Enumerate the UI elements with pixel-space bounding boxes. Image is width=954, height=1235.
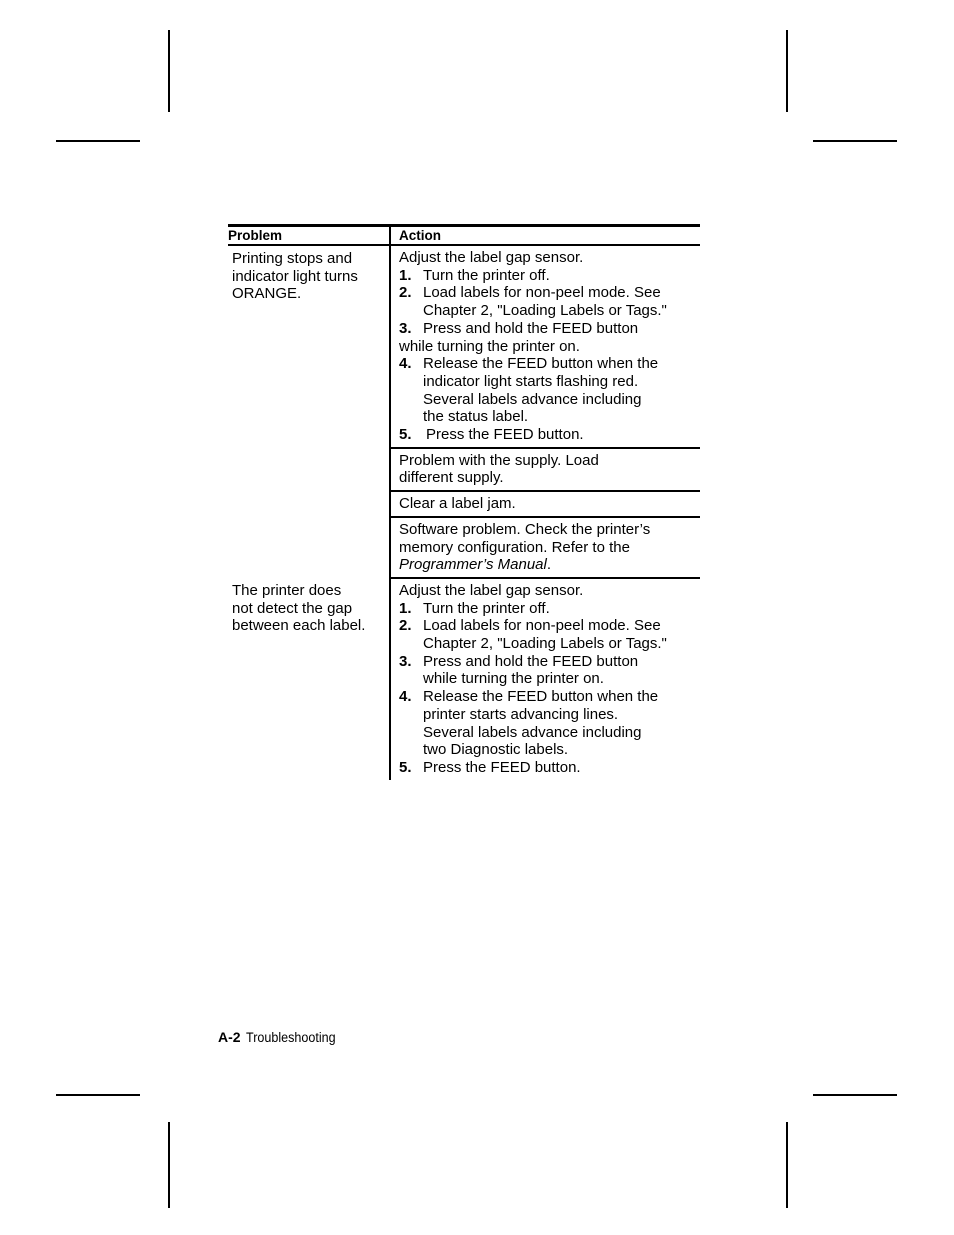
step-text: Release the FEED button when the indicator light starts flashing red. Several labels advance including the status label. xyxy=(423,355,659,426)
action-lead-text: Problem with the supply. Load different supply. xyxy=(399,451,599,487)
column-header-problem: Problem xyxy=(228,228,283,243)
page-footer xyxy=(218,1029,342,1046)
crop-mark-top-left-vertical xyxy=(168,30,170,112)
table-header-row xyxy=(228,227,700,244)
table-row xyxy=(228,578,700,780)
step-number: 5. xyxy=(399,758,412,776)
action-cell xyxy=(390,578,700,780)
action-lead-text: Software problem. Check the printer’s memory configuration. Refer to the Programmer’s Manual. xyxy=(399,520,651,574)
action-step xyxy=(399,284,700,319)
step-text: Load labels for non-peel mode. See Chapter 2, "Loading Labels or Tags." xyxy=(423,617,667,653)
action-step xyxy=(399,355,700,426)
step-text: Turn the printer off. xyxy=(423,599,550,617)
action-step xyxy=(399,688,700,759)
table-body xyxy=(228,246,700,780)
column-header-action: Action xyxy=(390,227,700,244)
crop-mark-bottom-right-vertical xyxy=(786,1122,788,1208)
troubleshooting-table xyxy=(228,224,700,780)
action-lead-text: Adjust the label gap sensor. xyxy=(399,249,584,266)
step-text: Release the FEED button when the printer starts advancing lines. Several labels advance including two Diagnostic labels. xyxy=(423,688,659,759)
action-cell xyxy=(390,517,700,578)
crop-mark-top-right-horizontal xyxy=(813,140,897,142)
action-step xyxy=(399,617,700,652)
step-number: 4. xyxy=(399,355,412,373)
crop-mark-top-right-vertical xyxy=(786,30,788,112)
table-row xyxy=(228,246,700,448)
action-cell xyxy=(390,246,700,448)
action-cell xyxy=(390,491,700,517)
footer-page-number: A-2 xyxy=(218,1029,241,1045)
step-number: 4. xyxy=(399,688,412,706)
problem-cell: Printing stops and indicator light turns ORANGE. xyxy=(232,250,358,303)
step-text: Turn the printer off. xyxy=(423,266,550,284)
action-step-list xyxy=(399,267,700,444)
action-lead-text: Adjust the label gap sensor. xyxy=(399,581,584,599)
action-lead-text: Clear a label jam. xyxy=(399,495,516,513)
action-step xyxy=(399,759,700,777)
step-continuation-text: while turning the printer on. xyxy=(399,337,580,355)
action-step xyxy=(399,320,700,355)
crop-mark-bottom-left-vertical xyxy=(168,1122,170,1208)
action-step xyxy=(399,653,700,688)
step-number: 3. xyxy=(399,652,412,670)
crop-mark-bottom-left-horizontal xyxy=(56,1094,140,1096)
step-text: Press and hold the FEED button xyxy=(423,319,639,337)
step-number: 5. xyxy=(399,426,412,444)
action-step xyxy=(399,267,700,285)
step-text: Press the FEED button. xyxy=(423,758,581,776)
crop-mark-bottom-right-horizontal xyxy=(813,1094,897,1096)
problem-cell: The printer does not detect the gap between each label. xyxy=(232,581,366,635)
table-body-rows xyxy=(228,246,700,780)
crop-mark-top-left-horizontal xyxy=(56,140,140,142)
step-number: 3. xyxy=(399,319,412,337)
step-text: Press and hold the FEED button while turning the printer on. xyxy=(423,652,639,688)
footer-chapter-name: Troubleshooting xyxy=(245,1030,336,1045)
step-number: 2. xyxy=(399,284,412,302)
action-cell xyxy=(390,448,700,491)
table xyxy=(228,227,700,244)
step-number: 2. xyxy=(399,617,412,635)
action-italic-reference: Programmer’s Manual xyxy=(399,556,547,574)
action-step xyxy=(399,600,700,618)
step-number: 1. xyxy=(399,599,412,617)
action-step-list xyxy=(399,600,700,777)
step-text: Press the FEED button. xyxy=(426,426,584,444)
step-number: 1. xyxy=(399,266,412,284)
step-text: Load labels for non-peel mode. See Chapter 2, "Loading Labels or Tags." xyxy=(423,284,667,320)
action-step xyxy=(399,426,700,444)
